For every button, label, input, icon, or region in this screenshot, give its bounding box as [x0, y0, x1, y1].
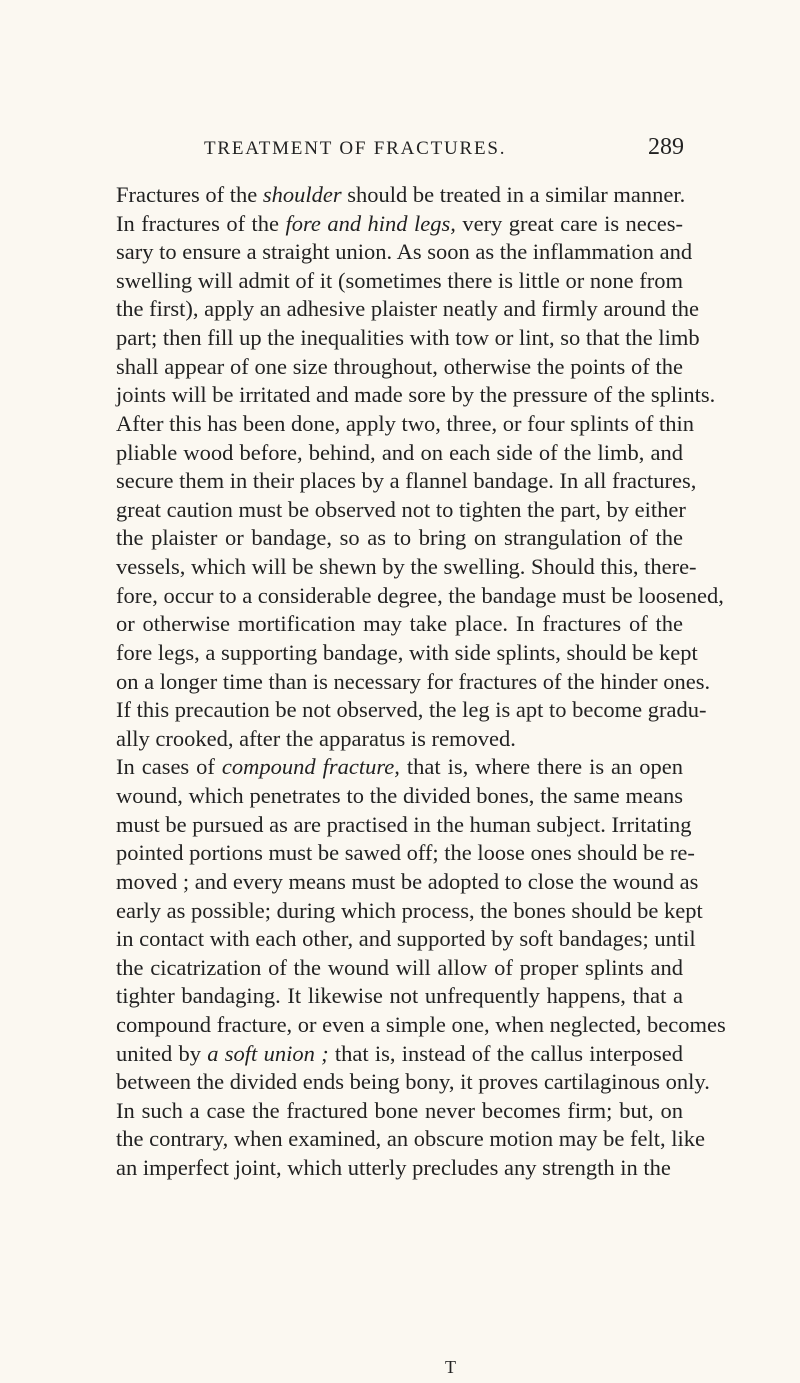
text-run: secure them in their places by a flannel bandage. In all fractures, — [116, 468, 697, 494]
text-line — [116, 409, 695, 439]
text-run: part; then fill up the inequalities with tow or lint, so that the limb — [116, 325, 700, 351]
text-run: must be pursued as are practised in the human subject. Irritating — [116, 811, 692, 837]
text-run: If this precaution be not observed, the leg is apt to become gradu- — [116, 697, 707, 723]
text-run: between the divided ends being bony, it proves cartilaginous only. — [116, 1069, 710, 1095]
italic-run: a soft union ; — [207, 1040, 329, 1066]
text-line — [116, 266, 683, 296]
text-run: tighter bandaging. It likewise not unfrequently happens, that a — [116, 983, 683, 1009]
text-line — [116, 1153, 683, 1183]
text-run: pliable wood before, behind, and on each side of the limb, and — [116, 439, 683, 465]
text-run: the plaister or bandage, so as to bring on strangulation of the — [116, 525, 683, 551]
text-line — [116, 552, 697, 582]
text-run: united by — [116, 1040, 208, 1066]
text-line — [116, 438, 683, 468]
text-line — [116, 180, 686, 210]
text-line — [116, 810, 692, 840]
page-number: 289 — [648, 134, 684, 160]
text-line — [116, 867, 699, 897]
text-line — [116, 323, 700, 353]
text-run: early as possible; during which process, the bones should be kept — [116, 897, 703, 923]
text-line — [116, 352, 683, 382]
text-run: an imperfect joint, which utterly precludes any strength in the — [116, 1155, 671, 1181]
text-line — [116, 724, 683, 754]
text-run: joints will be irritated and made sore by the pressure of the splints. — [116, 382, 716, 408]
text-line — [116, 495, 686, 525]
text-run: wound, which penetrates to the divided bones, the same means — [116, 783, 683, 809]
running-title: TREATMENT OF FRACTURES. — [204, 138, 507, 159]
text-line — [116, 209, 683, 239]
text-line — [116, 638, 698, 668]
text-run: swelling will admit of it (sometimes there is little or none from — [116, 267, 683, 293]
text-run: ally crooked, after the apparatus is removed. — [116, 725, 516, 751]
text-run: In such a case the fractured bone never becomes firm; but, on — [116, 1097, 683, 1123]
text-line — [116, 523, 683, 553]
text-line — [116, 466, 697, 496]
italic-run: compound fracture, — [221, 754, 400, 780]
text-run: on a longer time than is necessary for fractures of the hinder ones. — [116, 668, 711, 694]
text-line — [116, 1124, 705, 1154]
text-line — [116, 1067, 710, 1097]
text-line — [116, 695, 707, 725]
text-line — [116, 237, 693, 267]
text-run: After this has been done, apply two, three, or four splints of thin — [116, 410, 695, 436]
text-line — [116, 1010, 726, 1040]
text-line — [116, 781, 683, 811]
text-line — [116, 953, 683, 983]
text-line — [116, 380, 716, 410]
italic-run: fore and hind legs, — [285, 210, 456, 236]
text-run: or otherwise mortification may take place. In fractures of the — [116, 611, 683, 637]
text-line — [116, 752, 683, 782]
signature-mark: T — [445, 1357, 456, 1377]
text-line — [116, 838, 695, 868]
italic-run: shoulder — [262, 182, 342, 207]
text-run: In fractures of the — [116, 210, 286, 236]
text-run: fore, occur to a considerable degree, the bandage must be loosened, — [116, 582, 724, 608]
text-run: compound fracture, or even a simple one, when neglected, becomes — [116, 1011, 726, 1037]
text-run: very great care is neces- — [455, 210, 683, 236]
text-run: the first), apply an adhesive plaister neatly and firmly around the — [116, 296, 699, 322]
text-run: the contrary, when examined, an obscure motion may be felt, like — [116, 1126, 705, 1152]
text-line — [116, 581, 724, 611]
text-line — [116, 667, 711, 697]
text-run: Fractures of the — [116, 182, 263, 207]
text-line — [116, 1039, 683, 1069]
text-run: fore legs, a supporting bandage, with side splints, should be kept — [116, 639, 698, 665]
text-run: pointed portions must be sawed off; the loose ones should be re- — [116, 840, 695, 866]
text-line — [116, 609, 683, 639]
text-run: moved ; and every means must be adopted to close the wound as — [116, 868, 699, 894]
text-line — [116, 1096, 683, 1126]
text-run: great caution must be observed not to tighten the part, by either — [116, 496, 686, 522]
text-run: vessels, which will be shewn by the swelling. Should this, there- — [116, 554, 697, 580]
text-line — [116, 294, 699, 324]
text-run: in contact with each other, and supported by soft bandages; until — [116, 926, 696, 952]
text-line — [116, 924, 696, 954]
text-run: In cases of — [116, 754, 222, 780]
text-run: shall appear of one size throughout, otherwise the points of the — [116, 353, 683, 379]
text-line — [116, 981, 683, 1011]
text-run: sary to ensure a straight union. As soon as the inflammation and — [116, 239, 693, 265]
text-run: that is, where there is an open — [399, 754, 683, 780]
text-line — [116, 896, 703, 926]
text-run: should be treated in a similar manner. — [341, 182, 686, 207]
text-run: the cicatrization of the wound will allow of proper splints and — [116, 954, 683, 980]
text-run: that is, instead of the callus interposed — [328, 1040, 683, 1066]
